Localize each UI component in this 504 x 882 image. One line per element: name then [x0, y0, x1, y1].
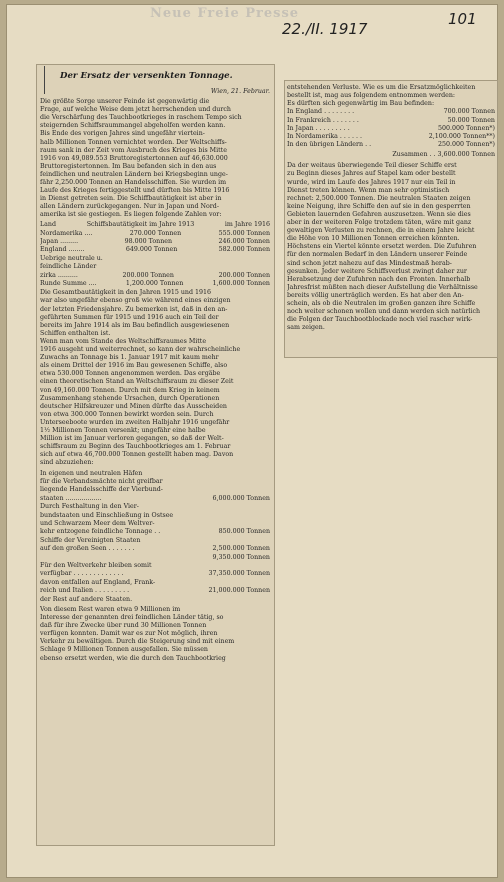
- article-line: Es dürften sich gegenwärtig im Bau befinden:: [287, 100, 435, 108]
- article-line: von 49,160.000 Tonnen. Durch mit dem Krieg in keinem: [40, 386, 220, 394]
- article-line: geführten Summen für 1915 und 1916 auch ein Teil der: [40, 313, 219, 321]
- article-line: fähr 2,250.000 Tonnen an Handelsschiffen. Sie wurden im: [40, 179, 227, 186]
- deduction-row-cell: In eigenen und neutralen Häfen: [40, 469, 143, 477]
- construction-row-cell: 50.000 Tonnen: [447, 116, 495, 124]
- article-line: sind abzuziehen:: [40, 459, 94, 467]
- construction-row-cell: In Frankreich . . . . . . .: [287, 116, 359, 124]
- article-line: keine Neigung, ihre Schiffe den auf sie in den gesperrten: [287, 202, 471, 210]
- article-line: Bruttoregistertonnen. Im Bau befanden sich in den aus: [40, 162, 217, 170]
- article-line: Zusammenhang stehende Ursachen, durch Operationen: [40, 394, 220, 402]
- table-row: [40, 263, 270, 271]
- article-line: Die Gesamtbautätigkeit in den Jahren 1915 und 1916: [40, 289, 212, 297]
- article-line: wurde, wird im Laufe des Jahres 1917 nur ein Teil in: [287, 178, 456, 186]
- table-header-cell: Schiffsbautätigkeit im Jahre 1913: [86, 220, 195, 228]
- article-line: Frage, auf welche Weise dem jetzt herrschenden und durch: [40, 106, 231, 114]
- article-line: Herabsetzung der Zufuhren nach den Fronten. Innerhalb: [287, 275, 471, 283]
- article-line: bereits völlig unerträglich werden. Es hat aber den An-: [287, 291, 464, 299]
- deduction-row-cell: 21,000.000 Tonnen: [208, 587, 270, 595]
- article-line: feindlichen und neutralen Ländern bei Kriegsbeginn unge-: [40, 170, 228, 178]
- deduction-row-cell: für die Verbandsmächte nicht greifbar: [40, 477, 163, 485]
- article-line: ebenso ersetzt werden, wie die durch den Tauchbootkrieg: [40, 654, 226, 662]
- table-header-cell: Land: [40, 220, 57, 228]
- deduction-row-cell: liegende Handelsschiffe der Vierbund-: [40, 486, 163, 494]
- page-number: 101: [448, 10, 477, 28]
- article-line: schiffsraum zu Beginn des Tauchbootkrieges am 1. Februar: [40, 443, 231, 451]
- table-row: [40, 272, 270, 280]
- table-row: [40, 246, 270, 254]
- table-row-cell: zirka ..........: [40, 271, 78, 279]
- construction-total: Zusammen . . 3,600.000 Tonnen: [392, 151, 495, 159]
- deduction-row-cell: 9,350.000 Tonnen: [212, 553, 270, 561]
- article-line: entstehenden Verluste. Wie es um die Ersatzmöglichkeiten: [287, 84, 476, 91]
- article-line: Da der weitaus überwiegende Teil dieser Schiffe erst: [287, 162, 457, 170]
- construction-row-cell: In England . . . . . . . .: [287, 108, 355, 116]
- table-row-cell: 649.000 Tonnen: [125, 246, 178, 254]
- table-row-cell: Nordamerika ....: [40, 229, 93, 237]
- article-line: rechnet: 2,500.000 Tonnen. Die neutralen Staaten zeigen: [287, 194, 471, 202]
- table-row-cell: 200.000 Tonnen: [218, 271, 270, 279]
- article-line: in Dienst getreten sein. Die Schiffbautätigkeit ist aber in: [40, 195, 222, 203]
- deduction-row-cell: reich und Italien . . . . . . . . .: [40, 587, 130, 595]
- construction-row-cell: In Nordamerika . . . . . .: [287, 132, 362, 140]
- construction-row-cell: 500.000 Tonnen*): [437, 124, 495, 132]
- table-row: [40, 280, 270, 288]
- deduction-row-cell: Für den Weltverkehr bleiben somit: [40, 561, 152, 569]
- table-row-cell: 582.000 Tonnen: [218, 246, 270, 254]
- deduction-row: [40, 579, 270, 587]
- table-row-cell: 98.000 Tonnen: [124, 237, 173, 245]
- article-dateline: Wien, 21. Februar.: [210, 88, 270, 95]
- table-row: [40, 255, 270, 263]
- deduction-row-cell: Schiffe der Vereinigten Staaten: [40, 536, 141, 544]
- construction-row: [287, 117, 495, 125]
- table-row-cell: 270.000 Tonnen: [129, 229, 182, 237]
- construction-row-cell: 250.000 Tonnen*): [437, 141, 495, 149]
- deduction-row-cell: verfügbar . . . . . . . . . . . . .: [40, 570, 124, 578]
- article-line: Verkehr zu bewältigen. Durch die Steigerung sind mit einem: [40, 638, 235, 646]
- deduction-row: [40, 486, 270, 494]
- article-line: amerika ist sie gestiegen. Es liegen folgende Zahlen vor:: [40, 211, 222, 219]
- article-line: sind schon jetzt nahezu auf das Mindestmaß herab-: [287, 259, 452, 267]
- article-line: für den normalen Bedarf in den Ländern unserer Feinde: [287, 251, 468, 259]
- article-line: etwa 530.000 Tonnen angenommen werden. Das ergäbe: [40, 370, 221, 378]
- article-line: sam zeigen.: [287, 324, 325, 332]
- deduction-row-cell: der Rest auf andere Staaten.: [40, 595, 133, 603]
- construction-row-cell: In den übrigen Ländern . .: [287, 141, 372, 149]
- table-row-cell: 555.000 Tonnen: [218, 229, 270, 237]
- article-line: der letzten Friedensjahre. Zu bemerken ist, daß in den an-: [40, 305, 228, 313]
- deduction-row-cell: 850.000 Tonnen: [218, 528, 270, 536]
- article-line: Unterseeboote wurden im zweiten Halbjahr 1916 ungefähr: [40, 418, 230, 426]
- deduction-row-cell: Durch Festhaltung in den Vier-: [40, 503, 139, 511]
- article-line: noch weiter schonen wollen und dann werden sich natürlich: [287, 308, 481, 316]
- article-line: zu Beginn dieses Jahres auf Stapel kam oder bestellt: [287, 170, 456, 178]
- construction-row: [287, 133, 495, 141]
- deduction-row-cell: und Schwarzem Meer dem Weltver-: [40, 519, 155, 527]
- article-line: allen Ländern zurückgegangen. Nur in Japan und Nord-: [40, 203, 219, 211]
- table-row-cell: Japan .........: [40, 237, 79, 245]
- article-line: Schlage 9 Millionen Tonnen ausgefallen. Sie müssen: [40, 646, 208, 654]
- article-line: Dienst treten können. Wenn man sehr optimistisch: [287, 186, 450, 194]
- article-line: Laufe des Krieges fertiggestellt und dürften bis Mitte 1916: [40, 187, 230, 195]
- article-line: die Verschärfung des Tauchbootkrieges in raschem Tempo sich: [40, 114, 242, 122]
- article-line: bereits im Jahre 1914 als im Bau befindlich ausgewiesenen: [40, 321, 230, 329]
- newspaper-stamp: Neue Freie Presse: [150, 6, 300, 21]
- construction-row: [287, 125, 495, 133]
- article-line: raum sank in der Zeit vom Ausbruch des Krieges bis Mitte: [40, 146, 227, 154]
- article-line: die Folgen der Tauchbootblockade noch viel rascher wirk-: [287, 316, 473, 324]
- article-line: als einem Drittel der 1916 im Bau gewesenen Schiffe, also: [40, 362, 228, 370]
- article-line: bestellt ist, mag aus folgendem entnommen werden:: [287, 92, 456, 100]
- deduction-row: [40, 596, 270, 604]
- article-line: war also ungefähr ebenso groß wie während eines einzigen: [40, 297, 231, 305]
- deduction-row: [40, 570, 270, 578]
- deduction-row: [40, 503, 270, 511]
- deduction-row-cell: davon entfallen auf England, Frank-: [40, 578, 156, 586]
- article-line: aber in der weiteren Folge trotzdem täten, wäre mit ganz: [287, 219, 472, 226]
- article-line: die Höhe von 10 Millionen Tonnen erreichen könnten.: [287, 235, 460, 243]
- article-line: Schiffen enthalten ist.: [40, 329, 111, 337]
- article-title: Der Ersatz der versenkten Tonnage.: [60, 71, 233, 81]
- deduction-row: [40, 587, 270, 595]
- article-line: Jahresfrist müßten nach dieser Aufstellung die Verhältnisse: [287, 283, 478, 291]
- article-line: 1½ Millionen Tonnen versenkt; ungefähr eine halbe: [40, 427, 206, 434]
- article-line: einen theoretischen Stand an Weltschiffsraum zu dieser Zeit: [40, 378, 234, 386]
- deduction-row: [40, 495, 270, 503]
- article-line: schein, als ob die Neutralen im großen ganzen ihre Schiffe: [287, 300, 476, 307]
- construction-row: [287, 108, 495, 116]
- table-row-cell: feindliche Länder: [40, 263, 97, 271]
- table-row-cell: 200.000 Tonnen: [122, 271, 174, 279]
- table-row-cell: 1,200.000 Tonnen: [125, 279, 184, 287]
- handwritten-date: 22./II. 1917: [282, 20, 368, 38]
- article-line: halb Millionen Tonnen vernichtet worden. Der Weltschiffs-: [40, 138, 227, 146]
- construction-row-cell: 2,100.000 Tonnen**): [428, 132, 495, 140]
- deduction-row-cell: 6,000.000 Tonnen: [212, 494, 270, 502]
- deduction-row: [40, 537, 270, 545]
- deduction-row: [40, 562, 270, 570]
- deduction-row: [40, 470, 270, 478]
- deduction-row: [40, 528, 270, 536]
- table-row-cell: 246.000 Tonnen: [218, 237, 270, 245]
- article-line: Million ist im Januar verloren gegangen, so daß der Welt-: [40, 435, 224, 443]
- article-line: Höchstens ein Viertel könnte ersetzt werden. Die Zufuhren: [287, 243, 477, 251]
- construction-row: [287, 141, 495, 149]
- article-line: deutscher Hilfskreuzer und Minen dürfte das Ausscheiden: [40, 402, 227, 410]
- table-row: [40, 238, 270, 246]
- article-line: steigernden Schiffsraummangel abgeholfen werden kann.: [40, 122, 226, 130]
- deduction-row: [40, 554, 270, 562]
- article-line: Von diesem Rest waren etwa 9 Millionen im: [40, 605, 181, 613]
- construction-row-cell: In Japan . . . . . . . . .: [287, 124, 350, 132]
- table-row: [40, 230, 270, 238]
- table-row-cell: Uebrige neutrale u.: [40, 254, 103, 262]
- article-line: daß für ihre Zwecke über rund 30 Millionen Tonnen: [40, 622, 207, 630]
- table-header-cell: im Jahre 1916: [224, 220, 270, 228]
- article-line: verfügen konnten. Damit war es zur Not möglich, ihren: [40, 630, 218, 638]
- article-line: gewaltigen Verlusten zu rechnen, die in einem Jahre leicht: [287, 227, 475, 235]
- article-line: gesunken. Jeder weitere Schiffsverlust zwingt daher zur: [287, 267, 467, 275]
- table-row-cell: 1,600.000 Tonnen: [212, 279, 270, 287]
- deduction-row-cell: 2,500.000 Tonnen: [212, 545, 270, 553]
- deduction-row: [40, 512, 270, 520]
- article-line: Die größte Sorge unserer Feinde ist gegenwärtig die: [40, 98, 210, 105]
- table-header: [40, 221, 270, 229]
- deduction-row-cell: staaten ..................: [40, 494, 102, 502]
- article-line: Gebieten lauernden Gefahren auszusetzen. Wenn sie dies: [287, 210, 471, 218]
- article-line: 1916 ausgeht und weiterrechnet, so kann der wahrscheinliche: [40, 346, 241, 353]
- article-line: von etwa 300.000 Tonnen bewirkt worden sein. Durch: [40, 410, 214, 418]
- article-line: 1916 von 49,089.553 Bruttoregistertonnen auf 46,630.000: [40, 154, 228, 162]
- article-line: Interesse der genannten drei feindlichen Länder tätig, so: [40, 614, 224, 621]
- construction-row-cell: 700.000 Tonnen: [443, 108, 495, 116]
- table-row-cell: Runde Summe ....: [40, 279, 97, 287]
- deduction-row-cell: auf den großen Seen . . . . . . .: [40, 545, 135, 553]
- article-line: Bis Ende des vorigen Jahres sind ungefähr viertein-: [40, 130, 205, 138]
- table-row-cell: England ........: [40, 246, 85, 254]
- deduction-row-cell: 37,350.000 Tonnen: [208, 570, 270, 578]
- deduction-row: [40, 545, 270, 553]
- deduction-row: [40, 478, 270, 486]
- article-line: sich auf etwa 46,700.000 Tonnen gestellt haben mag. Davon: [40, 451, 234, 459]
- deduction-row-cell: bundstaaten und Einschließung in Ostsee: [40, 511, 174, 519]
- article-line: Zuwachs an Tonnage bis 1. Januar 1917 mit kaum mehr: [40, 354, 219, 362]
- deduction-row: [40, 520, 270, 528]
- article-line: Wenn man vom Stande des Weltschiffsraumes Mitte: [40, 337, 207, 345]
- deduction-row-cell: kehr entzogene feindliche Tonnage . .: [40, 528, 161, 536]
